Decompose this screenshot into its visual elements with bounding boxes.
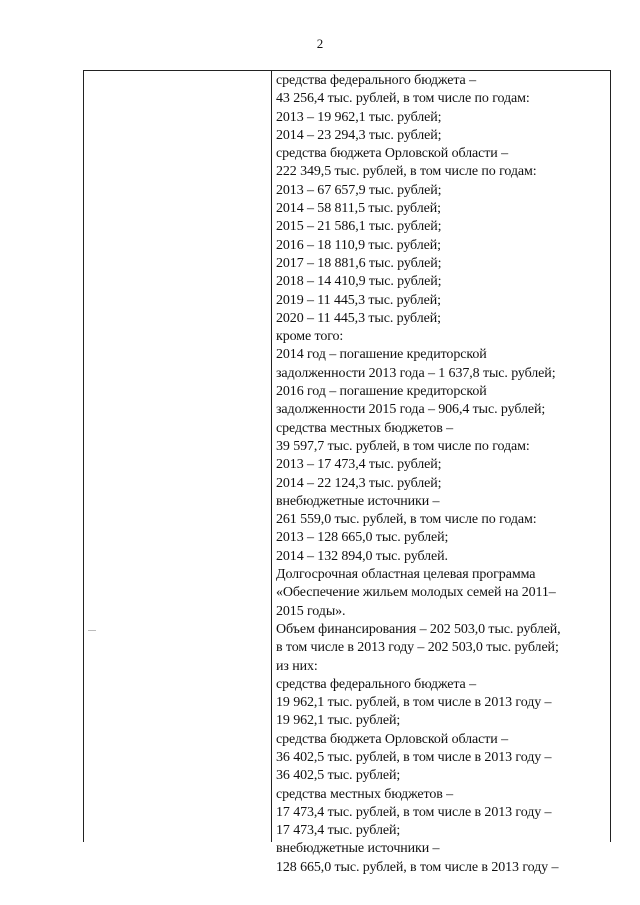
budget-text-line: 17 473,4 тыс. рублей, в том числе в 2013 году – <box>276 804 552 820</box>
table-left-cell <box>84 71 271 842</box>
budget-text-line: 19 962,1 тыс. рублей; <box>276 713 401 729</box>
budget-text-line: 36 402,5 тыс. рублей; <box>276 768 401 784</box>
budget-text-line: 2013 – 128 665,0 тыс. рублей; <box>276 530 449 546</box>
budget-text-line: 36 402,5 тыс. рублей, в том числе в 2013 году – <box>276 749 552 765</box>
budget-text-line: 128 665,0 тыс. рублей, в том числе в 2013 году – <box>276 859 559 875</box>
budget-text-line: из них: <box>276 658 318 674</box>
budget-text-line: 261 559,0 тыс. рублей, в том числе по годам: <box>276 512 537 528</box>
budget-text-line: 2018 – 14 410,9 тыс. рублей; <box>276 274 442 290</box>
column-divider <box>271 71 272 842</box>
table-right-cell <box>276 72 608 877</box>
budget-text-line: 2020 – 11 445,3 тыс. рублей; <box>276 310 441 326</box>
budget-text-line: кроме того: <box>276 329 344 345</box>
budget-text-line: 2015 годы». <box>276 603 346 619</box>
budget-text-line: средства местных бюджетов – <box>276 786 454 802</box>
budget-text-line: 2013 – 17 473,4 тыс. рублей; <box>276 457 442 473</box>
budget-text-line: в том числе в 2013 году – 202 503,0 тыс. рублей; <box>276 640 559 656</box>
budget-text-line: средства местных бюджетов – <box>276 420 454 436</box>
budget-text-line: средства федерального бюджета – <box>276 73 476 88</box>
budget-text-line: 43 256,4 тыс. рублей, в том числе по годам: <box>276 91 530 107</box>
budget-text-line: средства бюджета Орловской области – <box>276 731 508 747</box>
budget-text-line: 39 597,7 тыс. рублей, в том числе по годам: <box>276 438 530 454</box>
budget-text-line: внебюджетные источники – <box>276 493 440 509</box>
budget-text-line: 2019 – 11 445,3 тыс. рублей; <box>276 292 441 308</box>
budget-text-line: 2014 год – погашение кредиторской <box>276 347 487 363</box>
budget-text-line: средства федерального бюджета – <box>276 676 476 692</box>
document-table <box>83 70 611 875</box>
budget-text-line: 2017 – 18 881,6 тыс. рублей; <box>276 255 442 271</box>
budget-text-line: 2014 – 58 811,5 тыс. рублей; <box>276 201 441 217</box>
budget-text-line: задолженности 2013 года – 1 637,8 тыс. рублей; <box>276 365 556 381</box>
budget-text-line: 19 962,1 тыс. рублей, в том числе в 2013 году – <box>276 695 552 711</box>
budget-text-line: 2013 – 19 962,1 тыс. рублей; <box>276 109 442 125</box>
budget-text-line: средства бюджета Орловской области – <box>276 146 508 162</box>
budget-text-line: внебюджетные источники – <box>276 841 440 857</box>
budget-text-line: задолженности 2015 года – 906,4 тыс. рублей; <box>276 402 546 418</box>
budget-text-line: 2016 – 18 110,9 тыс. рублей; <box>276 237 441 253</box>
scan-mark <box>88 630 96 631</box>
budget-text-line: 222 349,5 тыс. рублей, в том числе по годам: <box>276 164 537 180</box>
budget-text-line: 2014 – 23 294,3 тыс. рублей; <box>276 127 442 143</box>
budget-text-line: 17 473,4 тыс. рублей; <box>276 823 401 839</box>
budget-text-line: 2016 год – погашение кредиторской <box>276 384 487 400</box>
budget-text-line: Объем финансирования – 202 503,0 тыс. рублей, <box>276 621 561 637</box>
budget-text-line: «Обеспечение жильем молодых семей на 2011– <box>276 585 556 601</box>
budget-text-line: 2014 – 22 124,3 тыс. рублей; <box>276 475 442 491</box>
page-number: 2 <box>316 36 324 51</box>
budget-text-line: Долгосрочная областная целевая программа <box>276 567 536 583</box>
budget-text-line: 2014 – 132 894,0 тыс. рублей. <box>276 548 448 564</box>
budget-text-line: 2013 – 67 657,9 тыс. рублей; <box>276 182 442 198</box>
budget-text-line: 2015 – 21 586,1 тыс. рублей; <box>276 219 442 235</box>
